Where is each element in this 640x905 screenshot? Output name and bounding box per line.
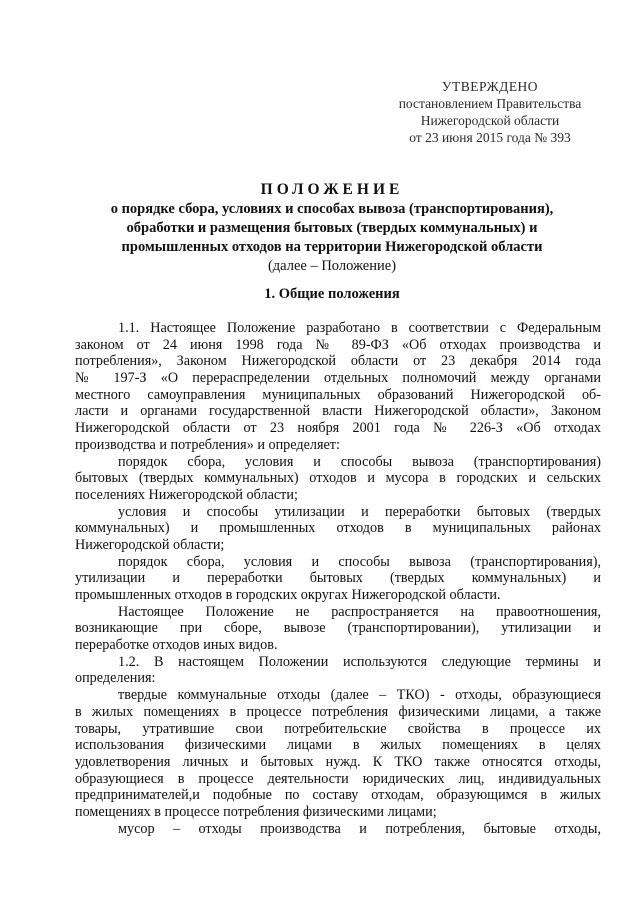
- approval-stamp: [380, 78, 600, 146]
- body-line: промышленных отходов в городских округах Нижегородской области.: [75, 587, 501, 603]
- body-line: определения:: [75, 670, 156, 687]
- approval-heading: УТВЕРЖДЕНО: [441, 79, 539, 94]
- body-line: производства и потребления» и определяет:: [75, 436, 340, 453]
- subtitle-line: промышленных отходов на территории Нижегородской области: [121, 239, 543, 255]
- body-line: в жилых помещениях в процессе потребления физическими лицами, а также: [75, 703, 601, 720]
- body-line: удовлетворения личных и бытовых нужд. К ТКО также относятся отходы,: [75, 753, 601, 770]
- body-line: мусор – отходы производства и потребления, бытовые отходы,: [118, 820, 601, 837]
- body-line: № 197-З «О перераспределении отдельных полномочий между органами: [75, 370, 601, 387]
- body-line: 1.1. Настоящее Положение разработано в соответствии с Федеральным: [118, 320, 601, 336]
- document-title: ПОЛОЖЕНИЕ: [260, 181, 404, 198]
- document-subtitle: [84, 200, 580, 276]
- body-line: предпринимателей,и подобные по составу отходам, образующимся в жилых: [75, 787, 601, 804]
- body-line: товары, утратившие свои потребительские свойства в процессе их: [75, 720, 601, 737]
- body-line: твердые коммунальные отходы (далее – ТКО) - отходы, образующиеся: [118, 687, 601, 704]
- body-line: порядок сбора, условия и способы вывоза (транспортирования),: [118, 553, 601, 570]
- section-heading: 1. Общие положения: [264, 286, 400, 302]
- approval-line: постановлением Правительства: [398, 96, 582, 111]
- subtitle-note: (далее – Положение): [267, 258, 397, 274]
- body-line: возникающие при сборе, вывозе (транспортировании), утилизации и: [75, 620, 601, 637]
- approval-line: от 23 июня 2015 года № 393: [409, 130, 571, 145]
- body-line: помещениях в процессе потребления физическими лицами;: [75, 803, 437, 820]
- body-line: использования физическими лицами в жилых помещениях в целях: [75, 737, 601, 754]
- subtitle-line: о порядке сбора, условиях и способах вывоза (транспортирования),: [110, 201, 554, 217]
- document-body: [75, 320, 601, 837]
- body-line: переработке отходов иных видов.: [75, 637, 278, 654]
- body-line: ласти и органами государственной власти Нижегородской области», Законом: [75, 403, 601, 420]
- subtitle-line: обработки и размещения бытовых (твердых коммунальных) и: [126, 220, 538, 236]
- document-title-block: [84, 180, 580, 276]
- body-line: коммунальных) и промышленных отходов в муниципальных районах: [75, 520, 601, 537]
- body-line: бытовых (твердых коммунальных) отходов и мусора в городских и сельских: [75, 470, 601, 487]
- body-line: 1.2. В настоящем Положении используются следующие термины и: [118, 653, 601, 670]
- body-line: порядок сбора, условия и способы вывоза (транспортирования): [118, 453, 601, 470]
- body-line: Настоящее Положение не распространяется на правоотношения,: [118, 603, 601, 620]
- body-line: законом от 24 июня 1998 года № 89-ФЗ «Об отходах производства и: [75, 336, 601, 353]
- approval-line: Нижегородской области: [420, 113, 560, 128]
- body-line: Нижегородской области от 23 ноября 2001 года № 226-З «Об отходах: [75, 420, 601, 437]
- body-line: утилизации и переработки бытовых (твердых коммунальных) и: [75, 570, 601, 587]
- body-line: образующиеся в процессе деятельности юридических лиц, индивидуальных: [75, 770, 601, 787]
- body-line: Нижегородской области;: [75, 536, 225, 553]
- body-line: местного самоуправления муниципальных образований Нижегородской об-: [75, 386, 601, 403]
- body-line: условия и способы утилизации и переработки бытовых (твердых: [118, 503, 601, 520]
- body-line: потребления», Законом Нижегородской области от 23 декабря 2014 года: [75, 353, 601, 370]
- body-line: поселениях Нижегородской области;: [75, 486, 298, 503]
